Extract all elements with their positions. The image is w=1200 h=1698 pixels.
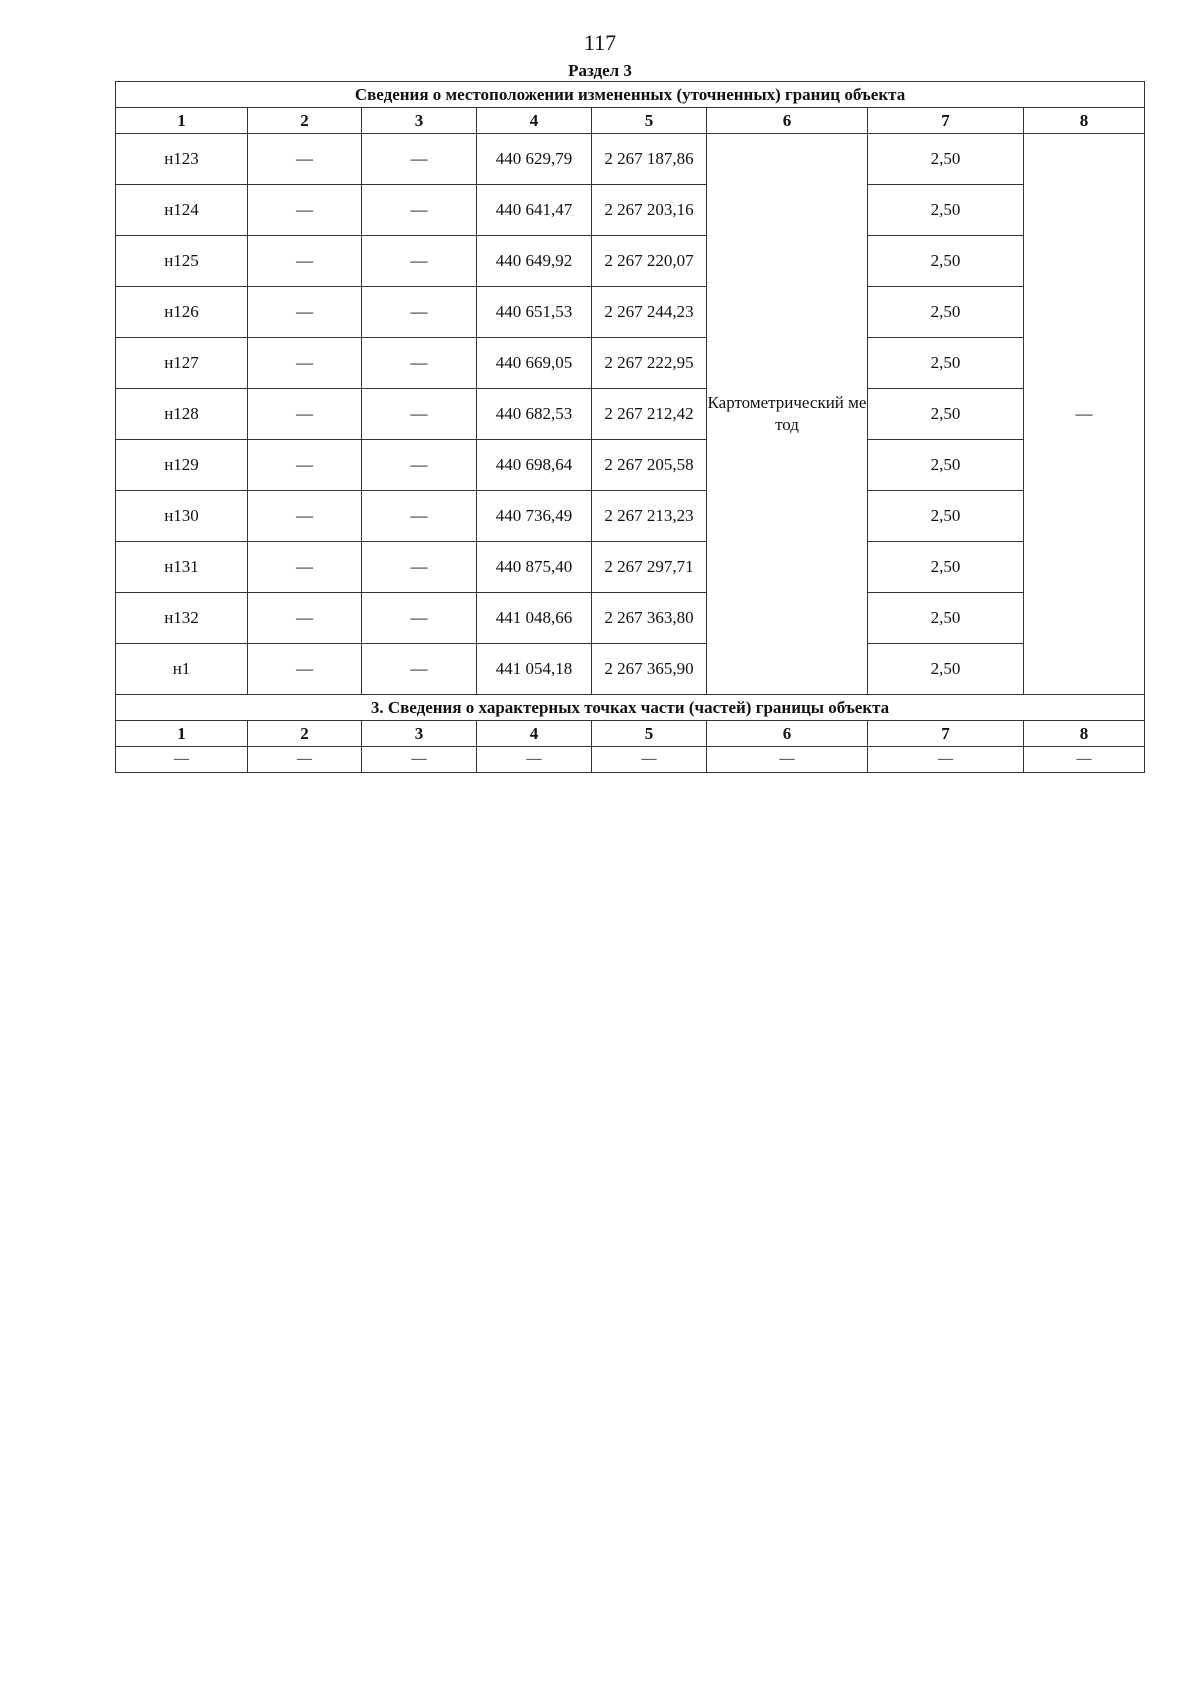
y-coordinate-cell: 2 267 212,42 [592,389,707,440]
dash-cell: — [248,747,362,773]
x-coordinate-cell: 440 651,53 [477,287,592,338]
dash-cell: — [248,338,362,389]
table-row [116,440,1145,491]
accuracy-cell: 2,50 [868,593,1024,644]
table-caption-row [116,82,1145,108]
dash-cell: — [362,644,477,695]
dash-cell: — [248,644,362,695]
point-name-cell: н127 [116,338,248,389]
accuracy-cell: 2,50 [868,338,1024,389]
dash-cell: — [362,134,477,185]
column-number: 8 [1024,108,1145,134]
dash-cell: — [362,338,477,389]
x-coordinate-cell: 440 641,47 [477,185,592,236]
x-coordinate-cell: 440 649,92 [477,236,592,287]
section-title: Раздел 3 [568,61,632,80]
x-coordinate-cell: 440 736,49 [477,491,592,542]
dash-cell: — [116,747,248,773]
table-row [116,593,1145,644]
table-row [116,236,1145,287]
x-coordinate-cell: 441 048,66 [477,593,592,644]
dash-cell: — [362,389,477,440]
column-number: 4 [477,108,592,134]
x-coordinate-cell: 440 698,64 [477,440,592,491]
accuracy-cell: 2,50 [868,644,1024,695]
accuracy-cell: 2,50 [868,440,1024,491]
dash-cell: — [248,440,362,491]
x-coordinate-cell: 440 875,40 [477,542,592,593]
x-coordinate-cell: 440 629,79 [477,134,592,185]
column-8-cell: — [1024,134,1145,695]
page-number: 117 [583,30,617,55]
column-number: 3 [362,108,477,134]
dash-cell: — [248,185,362,236]
dash-cell: — [1024,747,1145,773]
table-row [116,542,1145,593]
table-row [116,287,1145,338]
dash-cell: — [868,747,1024,773]
accuracy-cell: 2,50 [868,236,1024,287]
dash-cell: — [362,287,477,338]
accuracy-cell: 2,50 [868,491,1024,542]
column-number: 7 [868,108,1024,134]
column-number: 5 [592,108,707,134]
parts-caption-row [116,695,1145,721]
dash-cell: — [248,593,362,644]
parts-empty-row [116,747,1145,773]
point-name-cell: н130 [116,491,248,542]
column-number: 8 [1024,721,1145,747]
x-coordinate-cell: 440 669,05 [477,338,592,389]
dash-cell: — [248,236,362,287]
dash-cell: — [248,491,362,542]
point-name-cell: н126 [116,287,248,338]
dash-cell: — [362,236,477,287]
dash-cell: — [592,747,707,773]
y-coordinate-cell: 2 267 244,23 [592,287,707,338]
point-name-cell: н1 [116,644,248,695]
y-coordinate-cell: 2 267 222,95 [592,338,707,389]
column-number: 5 [592,721,707,747]
table-row [116,491,1145,542]
table-caption: Сведения о местоположении измененных (уточненных) границ объекта [116,82,1145,108]
table-row [116,185,1145,236]
point-name-cell: н124 [116,185,248,236]
dash-cell: — [362,491,477,542]
table-row [116,338,1145,389]
dash-cell: — [362,593,477,644]
point-name-cell: н132 [116,593,248,644]
dash-cell: — [362,440,477,491]
column-number: 7 [868,721,1024,747]
y-coordinate-cell: 2 267 220,07 [592,236,707,287]
dash-cell: — [707,747,868,773]
column-number: 6 [707,721,868,747]
column-number: 1 [116,721,248,747]
dash-cell: — [477,747,592,773]
x-coordinate-cell: 440 682,53 [477,389,592,440]
column-number: 6 [707,108,868,134]
dash-cell: — [248,389,362,440]
accuracy-cell: 2,50 [868,287,1024,338]
point-name-cell: н125 [116,236,248,287]
accuracy-cell: 2,50 [868,134,1024,185]
point-name-cell: н128 [116,389,248,440]
column-number: 2 [248,108,362,134]
dash-cell: — [248,287,362,338]
point-name-cell: н131 [116,542,248,593]
dash-cell: — [248,134,362,185]
column-number: 2 [248,721,362,747]
column-number: 4 [477,721,592,747]
parts-caption: 3. Сведения о характерных точках части (частей) границы объекта [116,695,1145,721]
table-row [116,134,1145,185]
dash-cell: — [362,542,477,593]
boundary-table [115,81,1145,773]
dash-cell: — [248,542,362,593]
y-coordinate-cell: 2 267 203,16 [592,185,707,236]
column-number: 1 [116,108,248,134]
dash-cell: — [362,185,477,236]
column-number-row [116,108,1145,134]
table-row [116,389,1145,440]
table-row [116,644,1145,695]
x-coordinate-cell: 441 054,18 [477,644,592,695]
dash-cell: — [362,747,477,773]
method-cell: Картометрический метод [707,134,868,695]
accuracy-cell: 2,50 [868,542,1024,593]
y-coordinate-cell: 2 267 187,86 [592,134,707,185]
point-name-cell: н123 [116,134,248,185]
column-number: 3 [362,721,477,747]
y-coordinate-cell: 2 267 297,71 [592,542,707,593]
y-coordinate-cell: 2 267 363,80 [592,593,707,644]
y-coordinate-cell: 2 267 213,23 [592,491,707,542]
point-name-cell: н129 [116,440,248,491]
y-coordinate-cell: 2 267 365,90 [592,644,707,695]
accuracy-cell: 2,50 [868,389,1024,440]
accuracy-cell: 2,50 [868,185,1024,236]
y-coordinate-cell: 2 267 205,58 [592,440,707,491]
parts-column-number-row [116,721,1145,747]
